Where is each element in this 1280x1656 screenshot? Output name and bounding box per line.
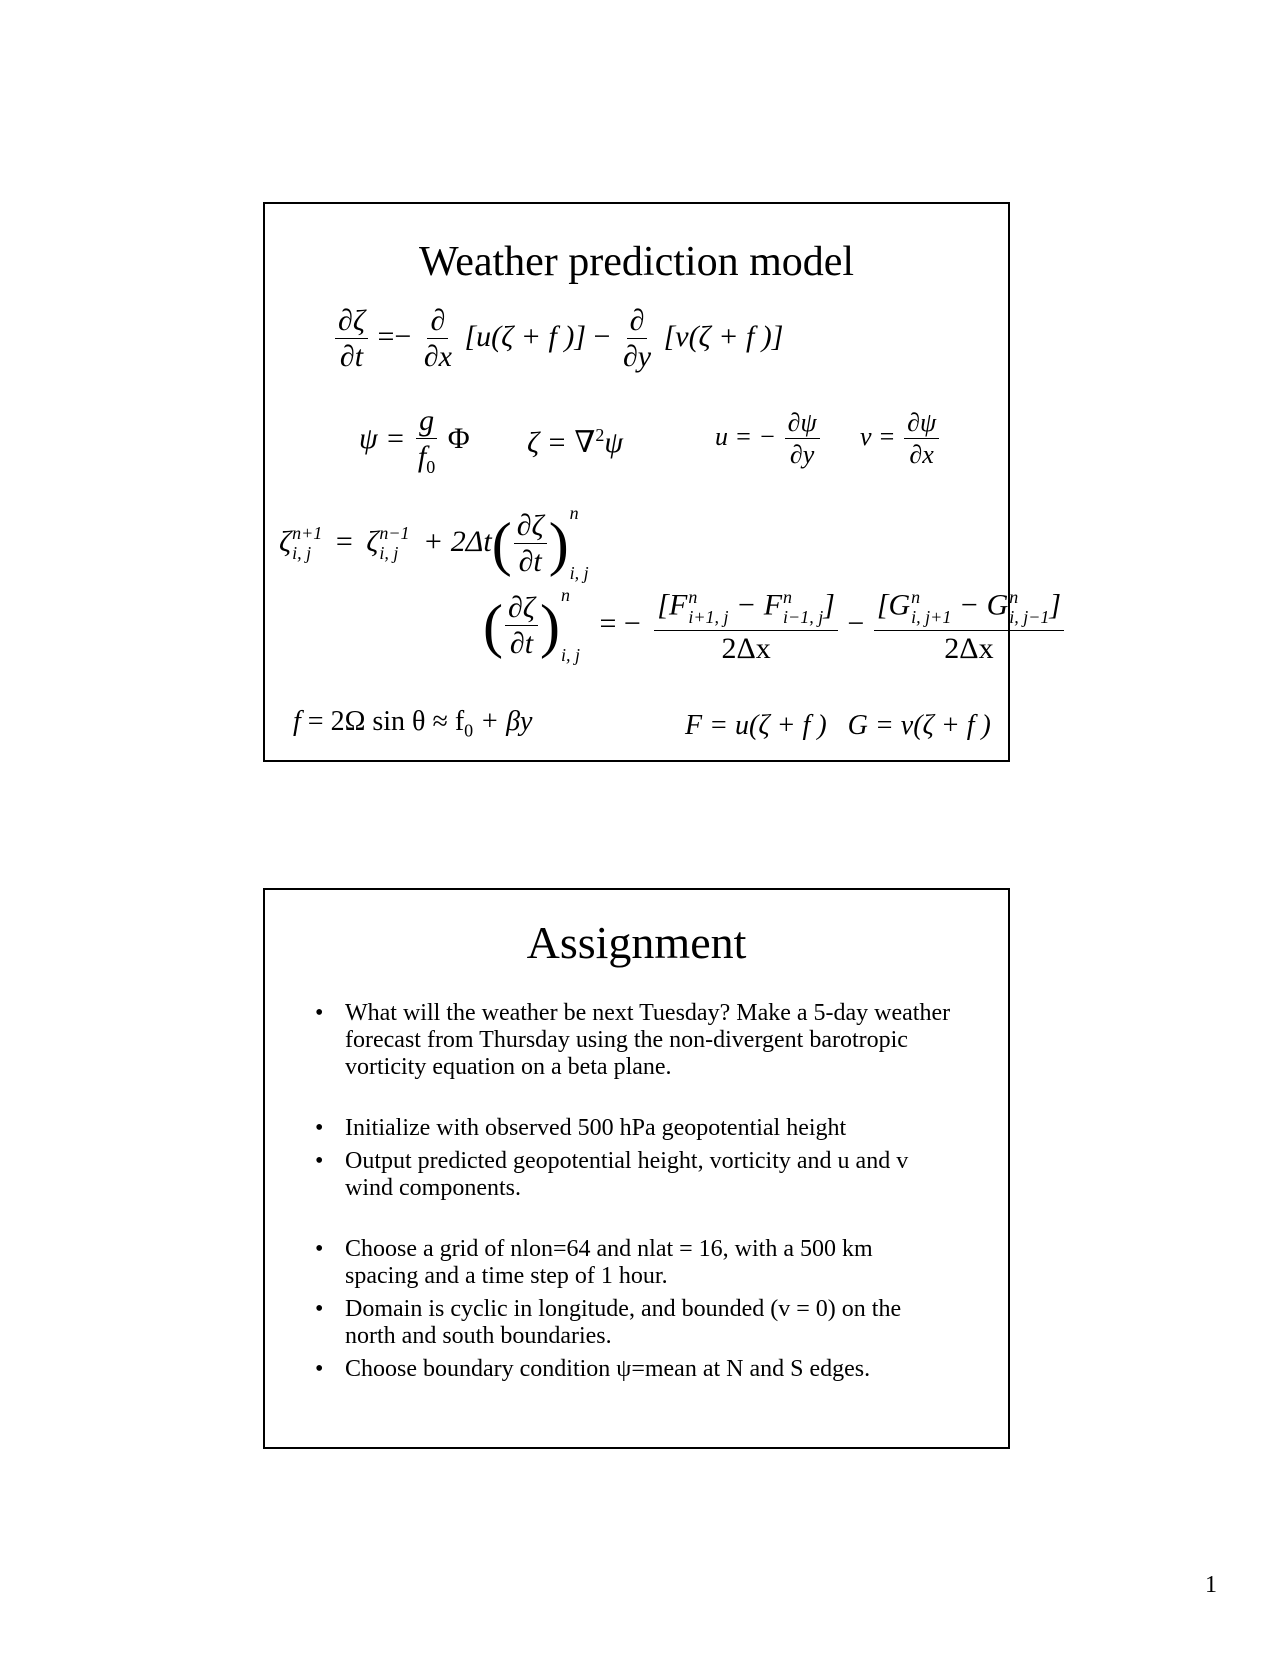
tendency-equation: ( $\frac{\partial\zeta}{\partial t}$ ) n i, j = − [F n i+1, j − F n i−1, j ] 2Δx − [G n i, j+1 − G n i, j−1 ] 2Δx	[483, 586, 1066, 666]
slide-title: Weather prediction model	[418, 239, 855, 285]
list-item: • Initialize with observed 500 hPa geopotential height	[315, 1115, 968, 1142]
slide-title: Assignment	[526, 917, 747, 968]
slide-assignment	[263, 888, 1010, 1449]
list-item: • Domain is cyclic in longitude, and bounded (v = 0) on the north and south boundaries.	[315, 1296, 945, 1350]
list-item: • Choose a grid of nlon=64 and nlat = 16, with a 500 km spacing and a time step of 1 hour.	[315, 1236, 905, 1290]
flux-definitions: F = u(ζ + f ) G = v(ζ + f )	[685, 710, 991, 741]
v-wind-equation: v = $\frac{\partial\psi}{\partial x}$	[860, 410, 941, 468]
coriolis-equation: f = 2Ω $\sin \theta \approx f_0 + \beta y$	[293, 706, 533, 741]
list-item: • Output predicted geopotential height, vorticity and u and v wind components.	[315, 1148, 945, 1202]
laplacian-equation: ζ = ∇$^2$ψ	[527, 425, 623, 459]
vorticity-equation: $\frac{\partial\zeta}{\partial t}$ =− $\frac{\partial}{\partial x}$ [u(ζ + f )] − $\frac{\partial}{\partial y}$ [v(ζ + f )]	[333, 306, 783, 372]
slide-weather-model	[263, 202, 1062, 762]
u-wind-equation: u = − $\frac{\partial\psi}{\partial y}$	[715, 410, 822, 468]
streamfunction-equation: ψ = $\frac{g}{f_0}$ Φ	[359, 404, 470, 477]
assignment-bullet-list	[315, 1000, 968, 1383]
leapfrog-equation: ζ n+1 i, j = ζ n−1 i, j + 2Δt( $\frac{\partial\zeta}{\partial t}$ ) n i, j	[279, 503, 589, 584]
page-number: 1	[1205, 1572, 1217, 1598]
list-item: • Choose boundary condition ψ=mean at N and S edges.	[315, 1356, 968, 1383]
list-item: • What will the weather be next Tuesday? Make a 5-day weather forecast from Thursday using the non-divergent barotropic vorticity equation on a beta plane.	[315, 1000, 955, 1081]
